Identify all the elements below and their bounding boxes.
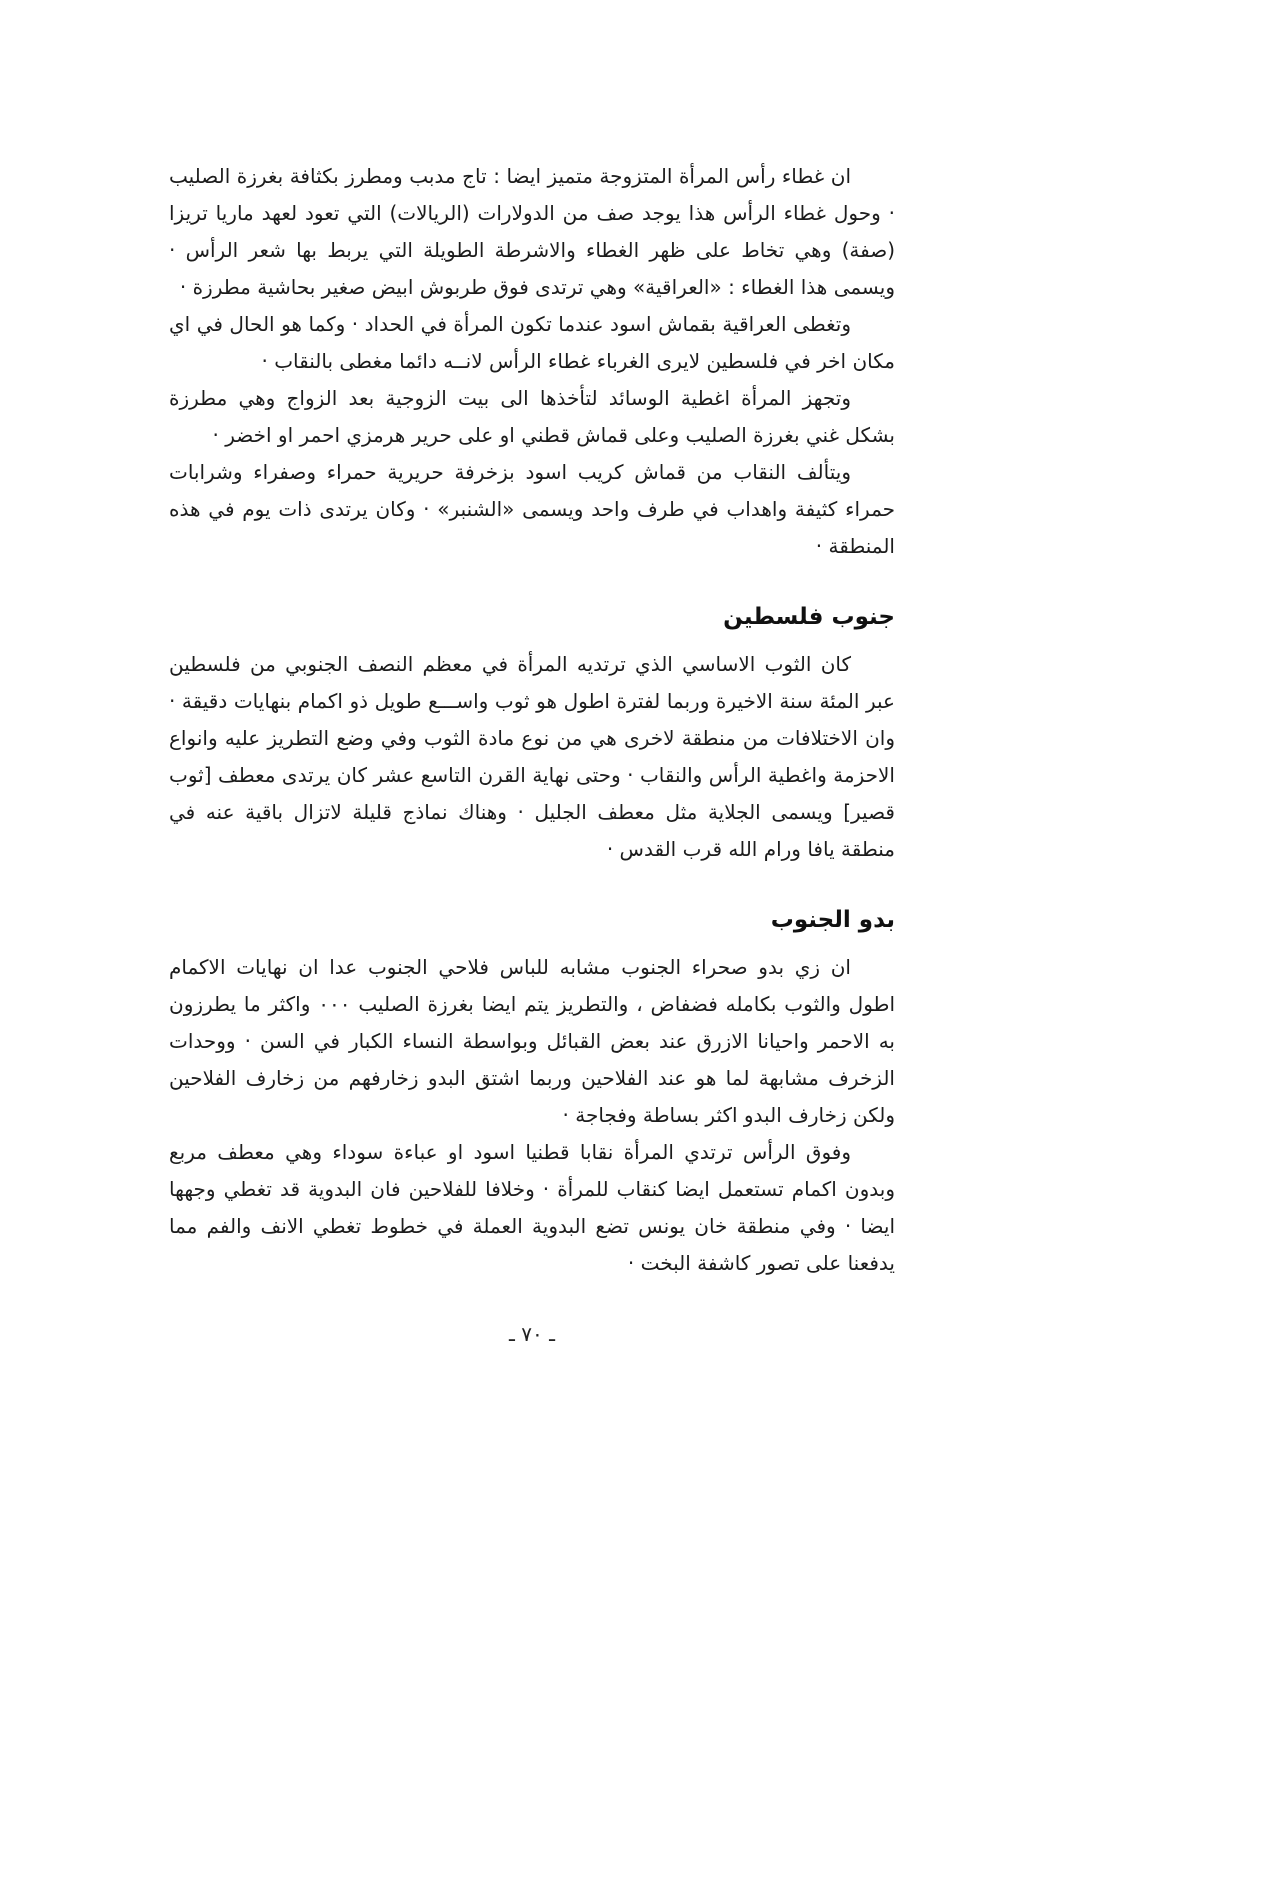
paragraph-bedouin-dress: ان زي بدو صحراء الجنوب مشابه للباس فلاحي الجنوب عدا ان نهايات الاكمام اطول والثوب بكامله فضفاض ، والتطريز يتم ايضا بغرزة الصليب ٠٠٠ واكثر ما يطرزون به الاحمر واحيانا الازرق عند بعض القبائل وبواسطة النساء الكبار في السن · ووحدات الزخرف مشابهة لما هو عند الفلاحين وربما اشتق البدو زخارفهم من زخارف الفلاحين ولكن زخارف البدو اكثر بساطة وفجاجة · [169,955,896,1127]
section-heading-bedouin-south: بدو الجنوب [770,907,895,933]
paragraph-veil-shanbar: ويتألف النقاب من قماش كريب اسود بزخرفة حريرية حمراء وصفراء وشرابات حمراء كثيفة واهداب في طرف واحد ويسمى «الشنبر» · وكان يرتدى ذات يوم في هذه المنطقة · [169,460,895,558]
section-heading-south-palestine: جنوب فلسطين [723,604,895,630]
paragraph-mourning-cover: وتغطى العراقية بقماش اسود عندما تكون المرأة في الحداد · وكما هو الحال في اي مكان اخر في فلسطين لايرى الغرباء غطاء الرأس لانــه دائما مغطى بالنقاب · [169,312,895,373]
page-number: ـ ٧٠ ـ [509,1322,555,1346]
paragraph-headdress-married-woman: ان غطاء رأس المرأة المتزوجة متميز ايضا : تاج مدبب ومطرز بكثافة بغرزة الصليب · وحول غطاء الرأس هذا يوجد صف من الدولارات (الريالات) التي تعود لعهد ماريا تريزا (صفة) وهي تخاط على ظهر الغطاء والاشرطة الطويلة التي يربط بها شعر الرأس · ويسمى هذا الغطاء : «العراقية» وهي ترتدى فوق طربوش ابيض صغير بحاشية مطرزة · [169,164,895,299]
paragraph-bedouin-veil: وفوق الرأس ترتدي المرأة نقابا قطنيا اسود او عباءة سوداء وهي معطف مربع وبدون اكمام تستعمل ايضا كنقاب للمرأة · وخلافا للفلاحين فان البدوية قد تغطي وجهها ايضا · وفي منطقة خان يونس تضع البدوية العملة في خطوط تغطي الانف والفم مما يدفعنا على تصور كاشفة البخت · [169,1140,895,1275]
paragraph-basic-dress-south: كان الثوب الاساسي الذي ترتديه المرأة في معظم النصف الجنوبي من فلسطين عبر المئة سنة الاخيرة وربما لفترة اطول هو ثوب واســـع طويل ذو اكمام بنهايات دقيقة · وان الاختلافات من منطقة لاخرى هي من نوع مادة الثوب وفي وضع التطريز عليه وانواع الاحزمة واغطية الرأس والنقاب · وحتى نهاية القرن التاسع عشر كان يرتدى معطف [ثوب قصير] ويسمى الجلاية مثل معطف الجليل · وهناك نماذج قليلة لاتزال باقية عنه في منطقة يافا ورام الله قرب القدس · [169,652,895,861]
text-block [169,158,895,1353]
paragraph-pillow-covers: وتجهز المرأة اغطية الوسائد لتأخذها الى بيت الزوجية بعد الزواج وهي مطرزة بشكل غني بغرزة الصليب وعلى قماش قطني او على حرير هرمزي احمر او اخضر · [169,386,895,447]
